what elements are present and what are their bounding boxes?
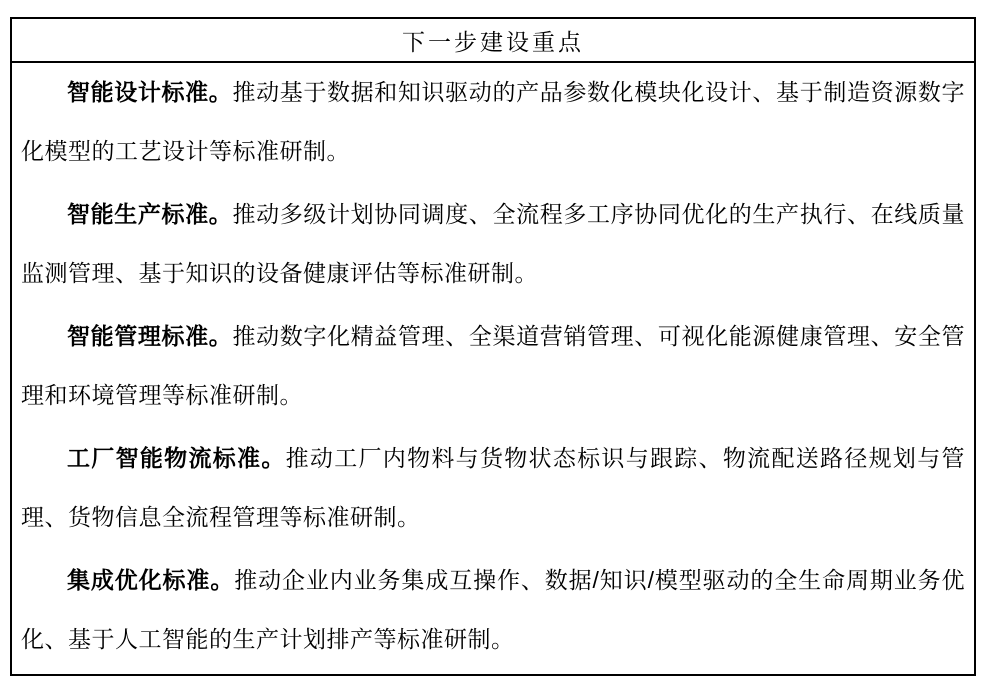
paragraph-lead: 智能生产标准。 <box>67 201 233 227</box>
document-table <box>10 17 976 676</box>
paragraph-lead: 智能管理标准。 <box>67 323 233 349</box>
title-row <box>12 19 974 63</box>
content-cell <box>12 63 974 669</box>
paragraph-lead: 智能设计标准。 <box>67 79 233 105</box>
paragraph <box>21 429 965 547</box>
page-title: 下一步建设重点 <box>402 28 584 55</box>
paragraph-body: 推动工厂内物料与货物状态标识与跟踪、物流配送路径规划与管理、货物信息全流程管理等标准研制。 <box>21 445 966 530</box>
paragraph-lead: 集成优化标准。 <box>67 567 235 593</box>
paragraph <box>21 307 965 425</box>
paragraph-body: 推动基于数据和知识驱动的产品参数化模块化设计、基于制造资源数字化模型的工艺设计等标准研制。 <box>21 79 966 164</box>
paragraph <box>21 63 965 181</box>
paragraph-lead: 工厂智能物流标准。 <box>67 445 286 471</box>
paragraph <box>21 185 965 303</box>
paragraph-body: 推动数字化精益管理、全渠道营销管理、可视化能源健康管理、安全管理和环境管理等标准研制。 <box>21 323 966 408</box>
paragraph-body: 推动企业内业务集成互操作、数据/知识/模型驱动的全生命周期业务优化、基于人工智能的生产计划排产等标准研制。 <box>21 567 966 652</box>
paragraph-body: 推动多级计划协同调度、全流程多工序协同优化的生产执行、在线质量监测管理、基于知识的设备健康评估等标准研制。 <box>21 201 966 286</box>
paragraph <box>21 551 965 669</box>
